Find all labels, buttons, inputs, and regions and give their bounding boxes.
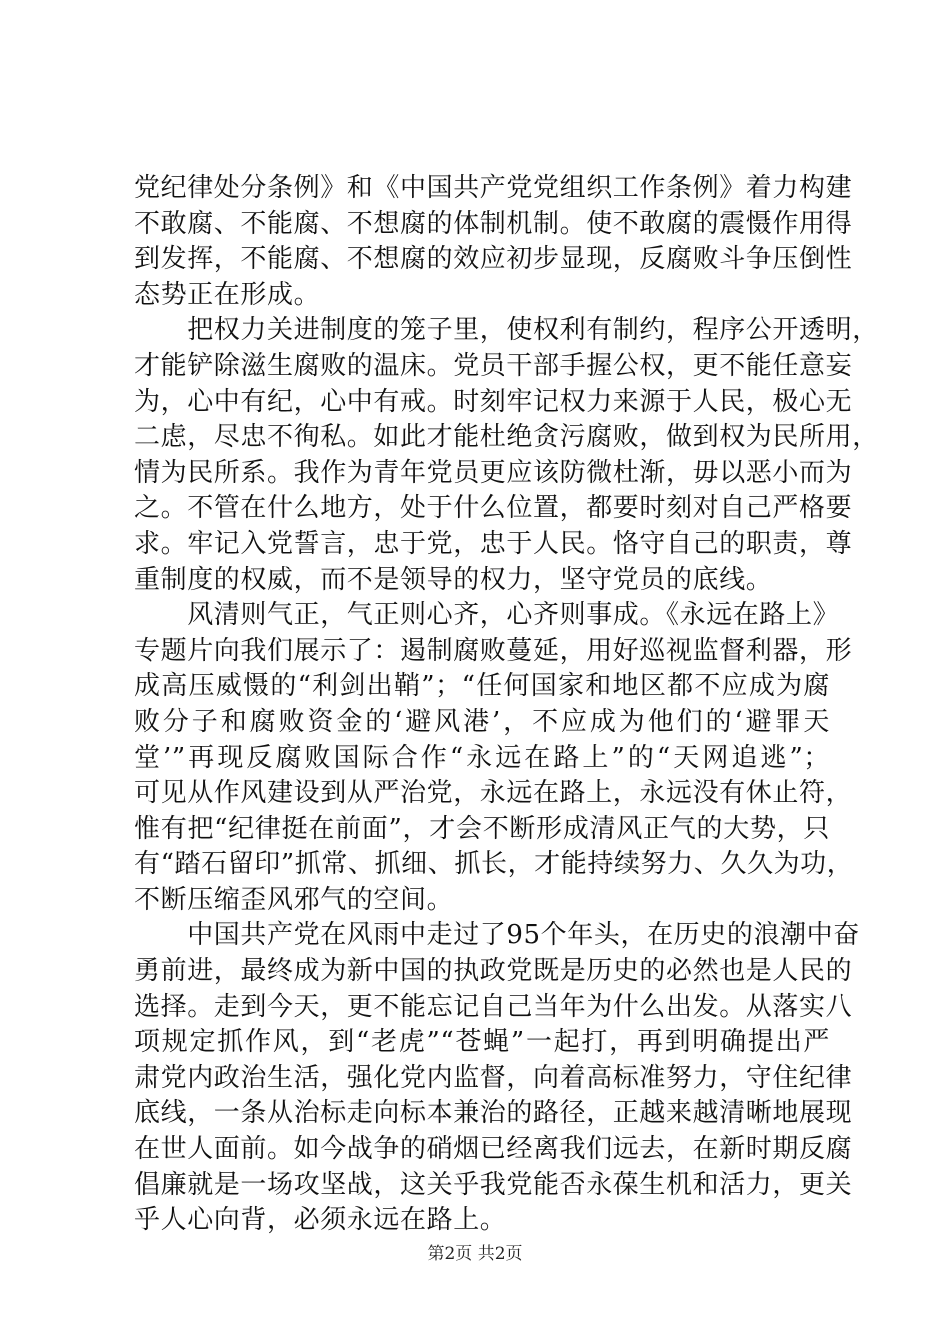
text-line: 之。不管在什么地方，处于什么位置，都要时刻对自己严格要 [134, 493, 853, 524]
text-line: 情为民所系。我作为青年党员更应该防微杜渐，毋以恶小而为 [134, 457, 853, 488]
text-line: 惟有把“纪律挺在前面”，才会不断形成清风正气的大势，只 [134, 813, 830, 844]
text-line: 选择。走到今天，更不能忘记自己当年为什么出发。从落实八 [134, 991, 853, 1022]
text-line: 肃党内政治生活，强化党内监督，向着高标准努力，守住纪律 [134, 1062, 853, 1093]
text-line: 到发挥，不能腐、不想腐的效应初步显现，反腐败斗争压倒性 [134, 244, 853, 275]
text-line: 有“踏石留印”抓常、抓细、抓长，才能持续努力、久久为功， [134, 849, 854, 880]
text-line: 不断压缩歪风邪气的空间。 [134, 884, 454, 915]
text-line: 二虑，尽忠不徇私。如此才能杜绝贪污腐败，做到权为民所用， [134, 422, 879, 453]
text-line: 勇前进，最终成为新中国的执政党既是历史的必然也是人民的 [134, 956, 853, 987]
text-line: 堂’”再现反腐败国际合作“永远在路上”的“天网追逃”； [134, 742, 830, 773]
text-line: 在世人面前。如今战争的硝烟已经离我们远去，在新时期反腐 [134, 1134, 853, 1165]
text-line: 才能铲除滋生腐败的温床。党员干部手握公权，更不能任意妄 [134, 350, 853, 381]
text-line: 态势正在形成。 [134, 279, 321, 310]
text-line: 项规定抓作风，到“老虎”“苍蝇”一起打，再到明确提出严 [134, 1027, 830, 1058]
text-line: 败分子和腐败资金的‘避风港’，不应成为他们的‘避罪天 [134, 706, 830, 737]
text-line: 专题片向我们展示了：遏制腐败蔓延，用好巡视监督利器，形 [134, 635, 853, 666]
text-line: 为，心中有纪，心中有戒。时刻牢记权力来源于人民，极心无 [134, 386, 853, 417]
text-line: 重制度的权威，而不是领导的权力，坚守党员的底线。 [134, 564, 773, 595]
text-line: 风清则气正，气正则心齐，心齐则事成。《永远在路上》 [134, 600, 840, 631]
body-text [134, 171, 879, 1239]
text-line: 底线，一条从治标走向标本兼治的路径，正越来越清晰地展现 [134, 1098, 853, 1129]
text-line: 中国共产党在风雨中走过了95个年头，在历史的浪潮中奋 [134, 920, 860, 951]
text-line: 可见从作风建设到从严治党，永远在路上，永远没有休止符， [134, 778, 853, 809]
page-footer: 第2页 共2页 [427, 1244, 523, 1264]
text-line: 倡廉就是一场攻坚战，这关乎我党能否永葆生机和活力，更关 [134, 1169, 853, 1200]
text-line: 求。牢记入党誓言，忠于党，忠于人民。恪守自己的职责，尊 [134, 528, 853, 559]
text-line: 党纪律处分条例》和《中国共产党党组织工作条例》着力构建 [134, 173, 853, 203]
text-line: 成高压威慑的“利剑出鞘”；“任何国家和地区都不应成为腐 [134, 671, 830, 702]
text-line: 把权力关进制度的笼子里，使权利有制约，程序公开透明， [134, 315, 879, 346]
text-line: 不敢腐、不能腐、不想腐的体制机制。使不敢腐的震慑作用得 [134, 208, 853, 239]
text-line: 乎人心向背，必须永远在路上。 [134, 1205, 507, 1236]
